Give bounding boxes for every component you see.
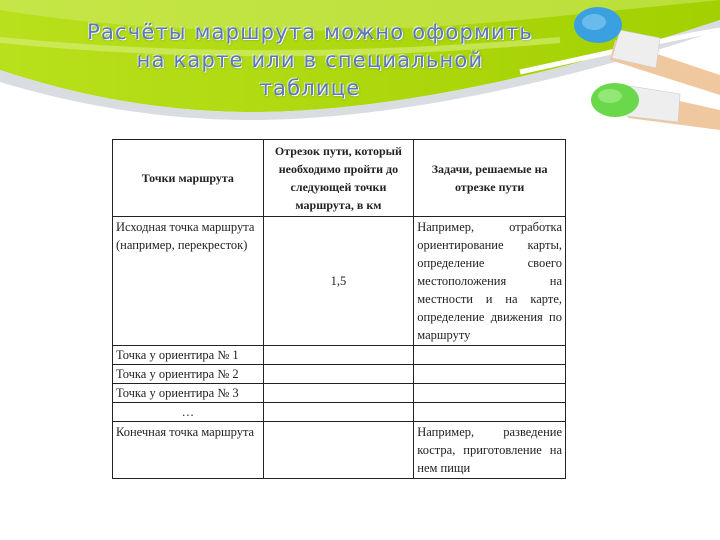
cell-distance	[263, 346, 414, 365]
cell-distance	[263, 422, 414, 479]
title-line-3: таблице	[259, 76, 361, 100]
table-row	[113, 403, 566, 422]
cell-tasks	[414, 384, 566, 403]
slide-title	[40, 18, 580, 102]
cell-point: Исходная точка маршрута (например, перекресток)	[113, 217, 264, 346]
table-row	[113, 365, 566, 384]
cell-distance	[263, 365, 414, 384]
cell-tasks: Например, разведение костра, приготовление на нем пищи	[414, 422, 566, 479]
header-tasks: Задачи, решаемые на отрезке пути	[414, 140, 566, 217]
title-line-2: на карте или в специальной	[136, 48, 484, 72]
table-header-row	[113, 140, 566, 217]
table-row	[113, 217, 566, 346]
cell-point: Конечная точка маршрута	[113, 422, 264, 479]
cell-distance	[263, 403, 414, 422]
route-table	[112, 139, 566, 479]
cell-point: Точка у ориентира № 3	[113, 384, 264, 403]
cell-tasks: Например, отработка ориентирование карты, определение своего местоположения на местности и на карте, определение движения по маршруту	[414, 217, 566, 346]
decorative-banner	[0, 0, 720, 140]
cell-point: Точка у ориентира № 1	[113, 346, 264, 365]
table-row	[113, 384, 566, 403]
cell-tasks	[414, 346, 566, 365]
header-route-points: Точки маршрута	[113, 140, 264, 217]
green-paintbrush-icon	[591, 83, 720, 130]
cell-distance	[263, 384, 414, 403]
table-row	[113, 346, 566, 365]
header-segment-distance: Отрезок пути, который необходимо пройти до следующей точки маршрута, в км	[263, 140, 414, 217]
cell-tasks	[414, 365, 566, 384]
paintbrushes-illustration	[560, 0, 720, 140]
cell-point: Точка у ориентира № 2	[113, 365, 264, 384]
cell-distance: 1,5	[263, 217, 414, 346]
table-row	[113, 422, 566, 479]
title-line-1: Расчёты маршрута можно оформить	[87, 20, 533, 44]
cell-point: …	[113, 403, 264, 422]
cell-tasks	[414, 403, 566, 422]
blue-paintbrush-icon	[574, 7, 720, 95]
